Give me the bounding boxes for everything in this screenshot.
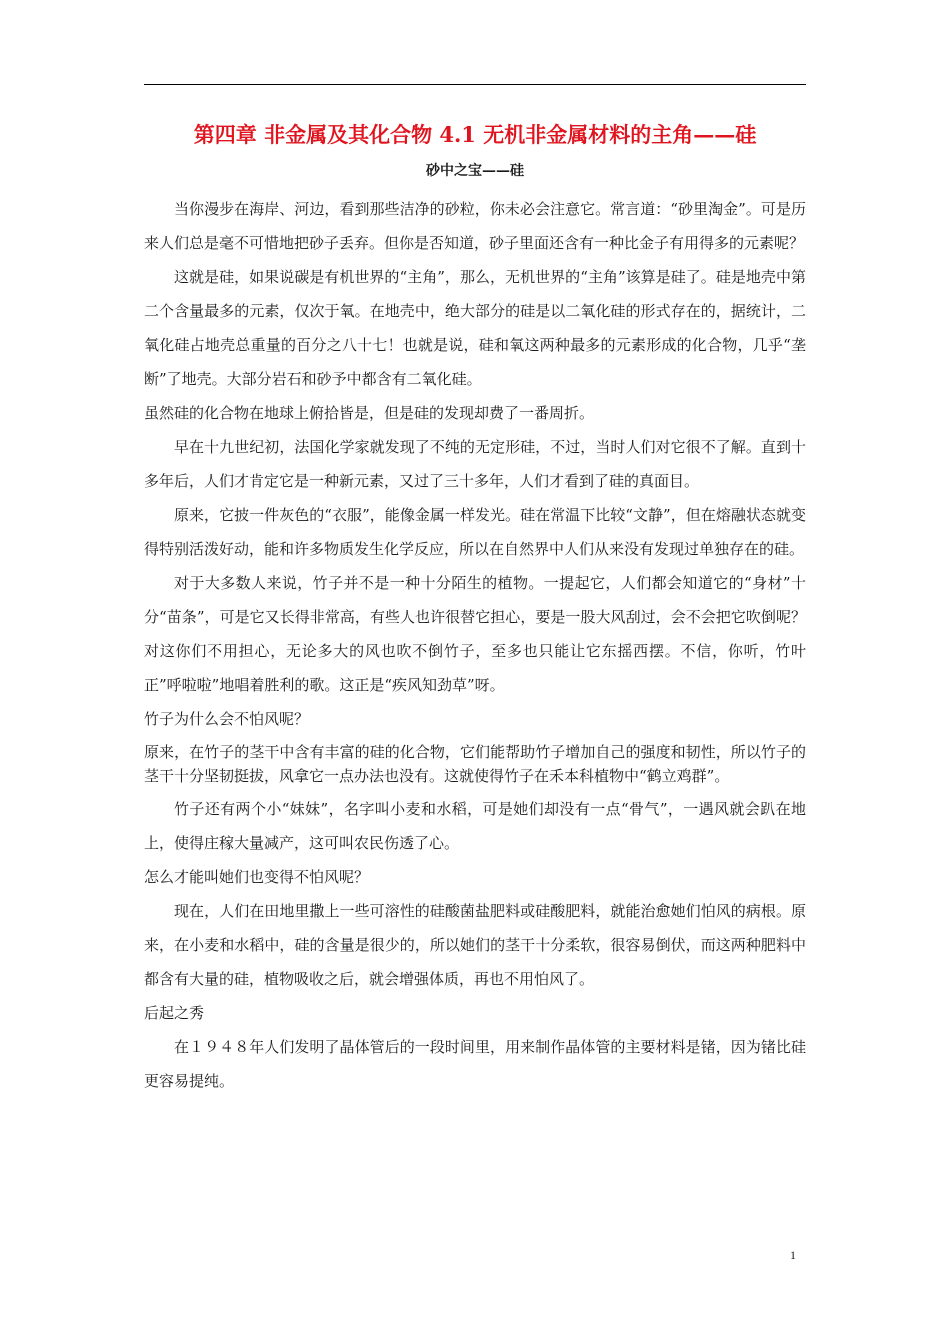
page-number: 1 bbox=[790, 1248, 796, 1262]
document-title: 第四章 非金属及其化合物 4.1 无机非金属材料的主角——硅 bbox=[193, 122, 757, 147]
paragraph: 竹子还有两个小“妹妹”，名字叫小麦和水稻，可是她们却没有一点“骨气”，一遇风就会趴在地上，使得庄稼大量减产，这可叫农民伤透了心。 bbox=[144, 800, 806, 852]
paragraph: 原来，在竹子的茎干中含有丰富的硅的化合物，它们能帮助竹子增加自己的强度和韧性，所以竹子的茎干十分坚韧挺拔，风拿它一点办法也没有。这就使得竹子在禾本科植物中“鹤立鸡群”。 bbox=[144, 743, 806, 785]
body-text bbox=[144, 192, 806, 1098]
document-subtitle: 砂中之宝——硅 bbox=[426, 163, 524, 179]
section-heading: 后起之秀 bbox=[144, 1004, 205, 1022]
paragraph: 原来，它披一件灰色的“衣服”，能像金属一样发光。硅在常温下比较“文静”，但在熔融状态就变得特别活泼好动，能和许多物质发生化学反应，所以在自然界中人们从来没有发现过单独存在的硅。 bbox=[144, 506, 806, 558]
paragraph: 虽然硅的化合物在地球上俯拾皆是，但是硅的发现却费了一番周折。 bbox=[144, 404, 595, 422]
paragraph: 在１９４８年人们发明了晶体管后的一段时间里，用来制作晶体管的主要材料是锗，因为锗比硅更容易提纯。 bbox=[144, 1038, 806, 1090]
question-line: 怎么才能叫她们也变得不怕风呢？ bbox=[144, 868, 370, 886]
paragraph: 早在十九世纪初，法国化学家就发现了不纯的无定形硅，不过，当时人们对它很不了解。直到十多年后，人们才肯定它是一种新元素，又过了三十多年，人们才看到了硅的真面目。 bbox=[144, 438, 806, 490]
paragraph: 当你漫步在海岸、河边，看到那些洁净的砂粒，你未必会注意它。常言道：“砂里淘金”。可是历来人们总是毫不可惜地把砂子丢弃。但你是否知道，砂子里面还含有一种比金子有用得多的元素呢？ bbox=[144, 200, 806, 252]
header-rule bbox=[144, 84, 806, 85]
paragraph: 现在，人们在田地里撒上一些可溶性的硅酸菌盐肥料或硅酸肥料，就能治愈她们怕风的病根。原来，在小麦和水稻中，硅的含量是很少的，所以她们的茎干十分柔软，很容易倒伏，而这两种肥料中都含有大量的硅，植物吸收之后，就会增强体质，再也不用怕风了。 bbox=[144, 902, 806, 988]
paragraph: 对于大多数人来说，竹子并不是一种十分陌生的植物。一提起它，人们都会知道它的“身材”十分“苗条”，可是它又长得非常高，有些人也许很替它担心，要是一股大风刮过，会不会把它吹倒呢？对这你们不用担心，无论多大的风也吹不倒竹子，至多也只能让它东摇西摆。不信，你听，竹叶正”呼啦啦”地唱着胜利的歌。这正是“疾风知劲草”呀。 bbox=[144, 574, 806, 694]
paragraph: 这就是硅，如果说碳是有机世界的“主角”，那么，无机世界的“主角”该算是硅了。硅是地壳中第二个含量最多的元素，仅次于氧。在地壳中，绝大部分的硅是以二氧化硅的形式存在的，据统计，二氧化硅占地壳总重量的百分之八十七！也就是说，硅和氧这两种最多的元素形成的化合物，几乎“垄断”了地壳。大部分岩石和砂予中都含有二氧化硅。 bbox=[144, 268, 806, 388]
question-line: 竹子为什么会不怕风呢？ bbox=[144, 710, 310, 728]
